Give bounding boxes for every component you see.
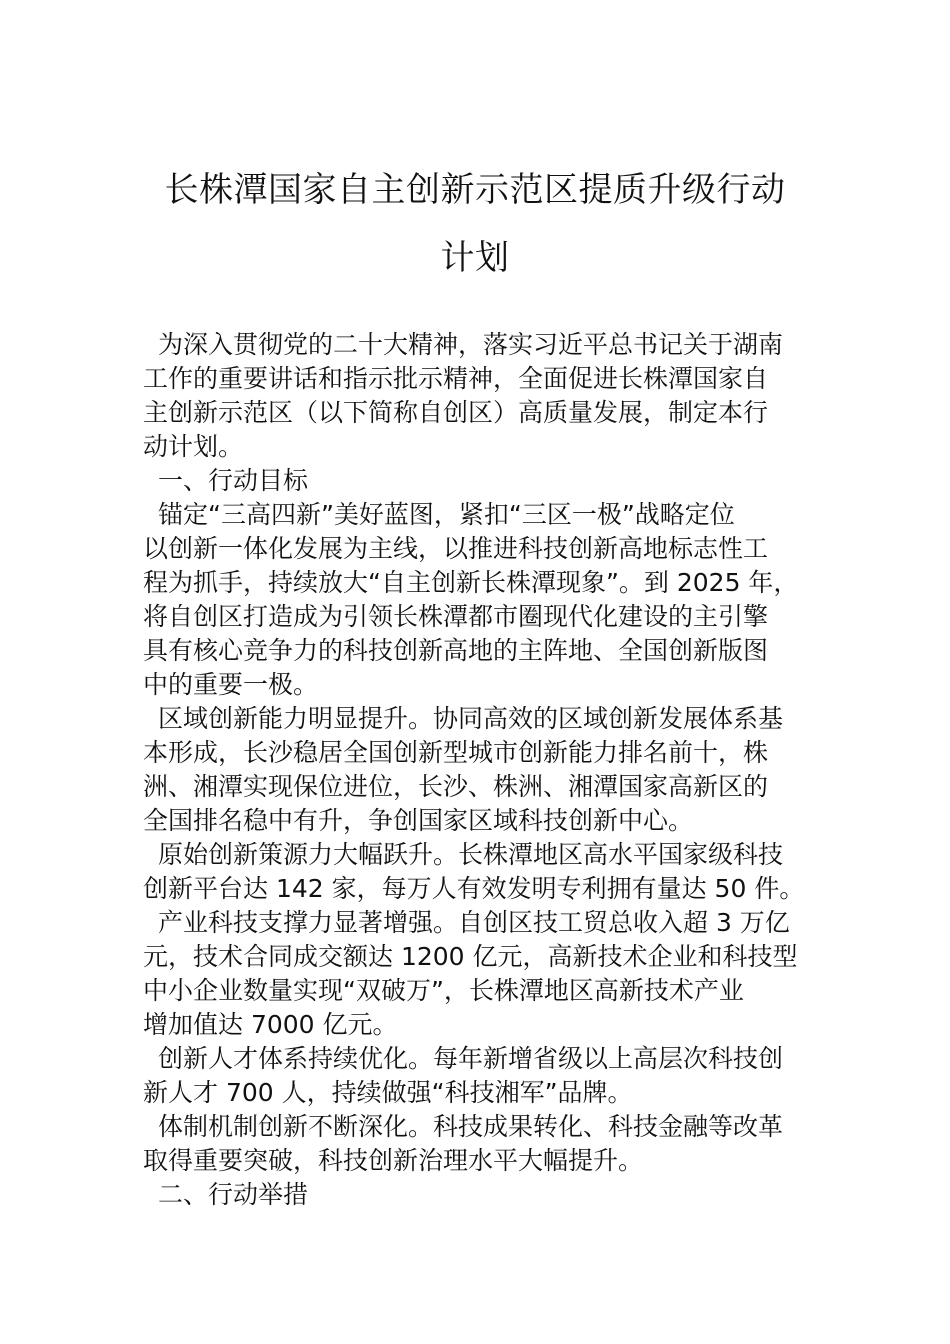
document-body — [143, 328, 808, 1212]
body-text-line: 产业科技支撑力显著增强。自创区技工贸总收入超 3 万亿 — [158, 908, 790, 937]
body-text-line: 取得重要突破，科技创新治理水平大幅提升。 — [143, 1146, 644, 1175]
body-text-line: 中的重要一极。 — [143, 670, 319, 699]
body-text-line: 本形成，长沙稳居全国创新型城市创新能力排名前十，株 — [143, 738, 769, 767]
body-text-line: 将自创区打造成为引领长株潭都市圈现代化建设的主引擎 — [143, 602, 769, 631]
body-text-line: 元，技术合同成交额达 1200 亿元，高新技术企业和科技型 — [143, 942, 798, 971]
body-text-line: 原始创新策源力大幅跃升。长株潭地区高水平国家级科技 — [158, 840, 784, 869]
body-text-line: 全国排名稳中有升，争创国家区域科技创新中心。 — [143, 806, 694, 835]
document-title-line-2: 计划 — [440, 238, 510, 278]
body-text-line: 一、行动目标 — [158, 466, 309, 495]
body-text-line: 增加值达 7000 亿元。 — [143, 1010, 398, 1039]
body-text-line: 以创新一体化发展为主线，以推进科技创新高地标志性工 — [143, 534, 769, 563]
body-text-line: 新人才 700 人，持续做强“科技湘军”品牌。 — [143, 1078, 633, 1107]
body-text-line: 具有核心竞争力的科技创新高地的主阵地、全国创新版图 — [143, 636, 769, 665]
document-title-line-1: 长株潭国家自主创新示范区提质升级行动 — [164, 170, 786, 210]
body-text-line: 创新平台达 142 家，每万人有效发明专利拥有量达 50 件。 — [143, 874, 805, 903]
body-text-line: 为深入贯彻党的二十大精神，落实习近平总书记关于湖南 — [158, 330, 784, 359]
body-text-line: 主创新示范区（以下简称自创区）高质量发展，制定本行 — [143, 398, 769, 427]
body-text-line: 体制机制创新不断深化。科技成果转化、科技金融等改革 — [158, 1112, 784, 1141]
body-text-line: 中小企业数量实现“双破万”，长株潭地区高新技术产业 — [143, 976, 744, 1005]
body-text-line: 创新人才体系持续优化。每年新增省级以上高层次科技创 — [158, 1044, 784, 1073]
body-text-line: 动计划。 — [143, 432, 244, 461]
body-text-line: 工作的重要讲话和指示批示精神，全面促进长株潭国家自 — [143, 364, 769, 393]
body-text-line: 二、行动举措 — [158, 1180, 309, 1209]
body-text-line: 程为抓手，持续放大“自主创新长株潭现象”。到 2025 年， — [143, 568, 799, 597]
body-text-line: 锚定“三高四新”美好蓝图，紧扣“三区一极”战略定位 — [158, 500, 735, 529]
body-text-line: 区域创新能力明显提升。协同高效的区域创新发展体系基 — [158, 704, 784, 733]
body-text-line: 洲、湘潭实现保位进位，长沙、株洲、湘潭国家高新区的 — [143, 772, 769, 801]
